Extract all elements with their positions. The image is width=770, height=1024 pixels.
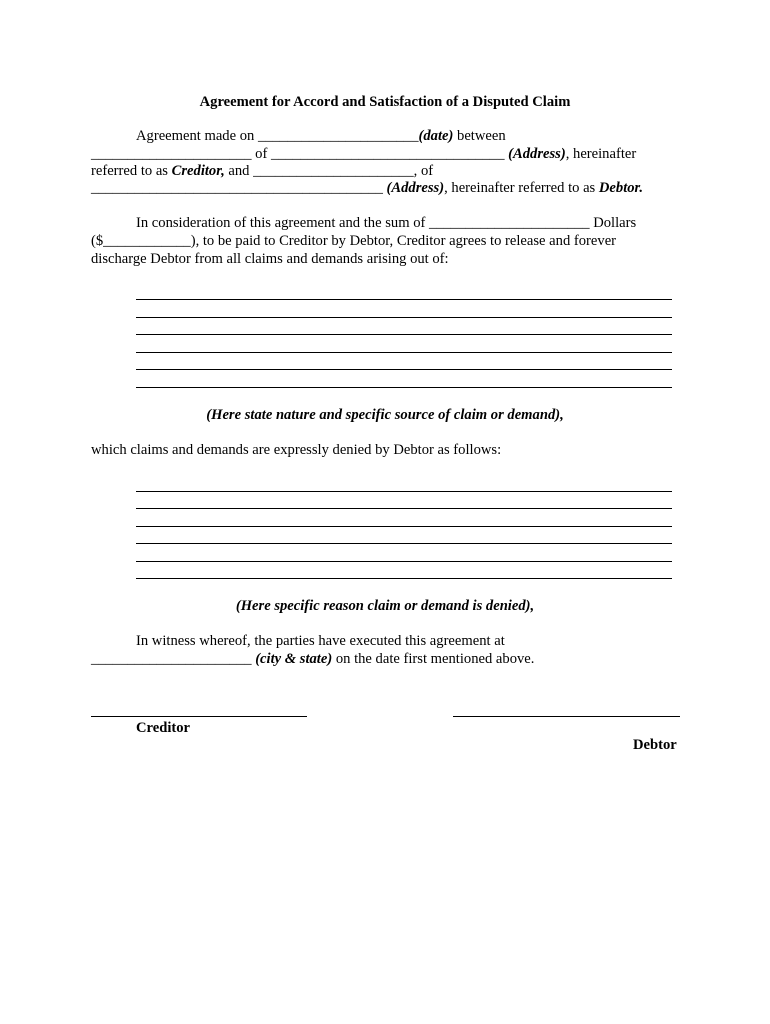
denial-intro-text: which claims and demands are expressly denied by Debtor as follows: [91, 442, 502, 458]
claim-source-blank-line [136, 387, 672, 388]
consideration-line-1: In consideration of this agreement and the sum of ______________________ Dollars [136, 215, 637, 231]
claim-source-blank-line [136, 317, 672, 318]
hereinafter-text-1: , hereinafter [565, 146, 637, 162]
location-blank: ______________________ [91, 651, 256, 667]
party-intro-line-1 [136, 128, 506, 145]
party-intro-line-4 [91, 180, 643, 197]
creditor-name-address-blank: ______________________ of ________________________________ [91, 146, 509, 162]
referred-text: referred to as [91, 163, 172, 179]
hereinafter-text-2: , hereinafter referred to as [444, 180, 599, 196]
between-text: between [453, 128, 506, 144]
denial-reason-blank-line [136, 561, 672, 562]
document-title: Agreement for Accord and Satisfaction of a Disputed Claim [199, 94, 571, 110]
consideration-line-3: discharge Debtor from all claims and demands arising out of: [91, 251, 449, 267]
denial-reason-blank-line [136, 508, 672, 509]
claim-source-blank-line [136, 369, 672, 370]
denial-reason-blank-line [136, 491, 672, 492]
denial-reason-blank-line [136, 543, 672, 544]
debtor-signature-label: Debtor [633, 737, 677, 753]
witness-line-1: In witness whereof, the parties have executed this agreement at [136, 633, 505, 649]
address-label-2: (Address) [386, 180, 445, 196]
creditor-term: Creditor, [171, 163, 225, 179]
creditor-signature-label: Creditor [136, 720, 191, 736]
denial-reason-blank-line [136, 526, 672, 527]
date-label: (date) [418, 128, 454, 144]
creditor-signature-line [91, 716, 307, 717]
denial-reason-instruction: (Here specific reason claim or demand is denied), [235, 598, 535, 614]
claim-source-blank-line [136, 299, 672, 300]
debtor-signature-line [453, 716, 680, 717]
city-state-label: (city & state) [255, 651, 333, 667]
party-intro-line-2 [91, 146, 636, 163]
denial-reason-blank-line [136, 578, 672, 579]
claim-source-blank-line [136, 334, 672, 335]
date-reference-text: on the date first mentioned above. [332, 651, 535, 667]
claim-source-instruction: (Here state nature and specific source of claim or demand), [206, 407, 564, 423]
claim-source-blank-line [136, 352, 672, 353]
address-label-1: (Address) [508, 146, 566, 162]
debtor-term: Debtor. [598, 180, 644, 196]
debtor-address-blank: ________________________________________ [91, 180, 387, 196]
consideration-line-2: ($____________), to be paid to Creditor by Debtor, Creditor agrees to release and forever [91, 233, 617, 249]
witness-line-2 [91, 651, 534, 668]
party-intro-line-3 [91, 163, 433, 180]
debtor-name-blank: and ______________________, of [224, 163, 434, 179]
agreement-date-text: Agreement made on ______________________ [136, 128, 419, 144]
